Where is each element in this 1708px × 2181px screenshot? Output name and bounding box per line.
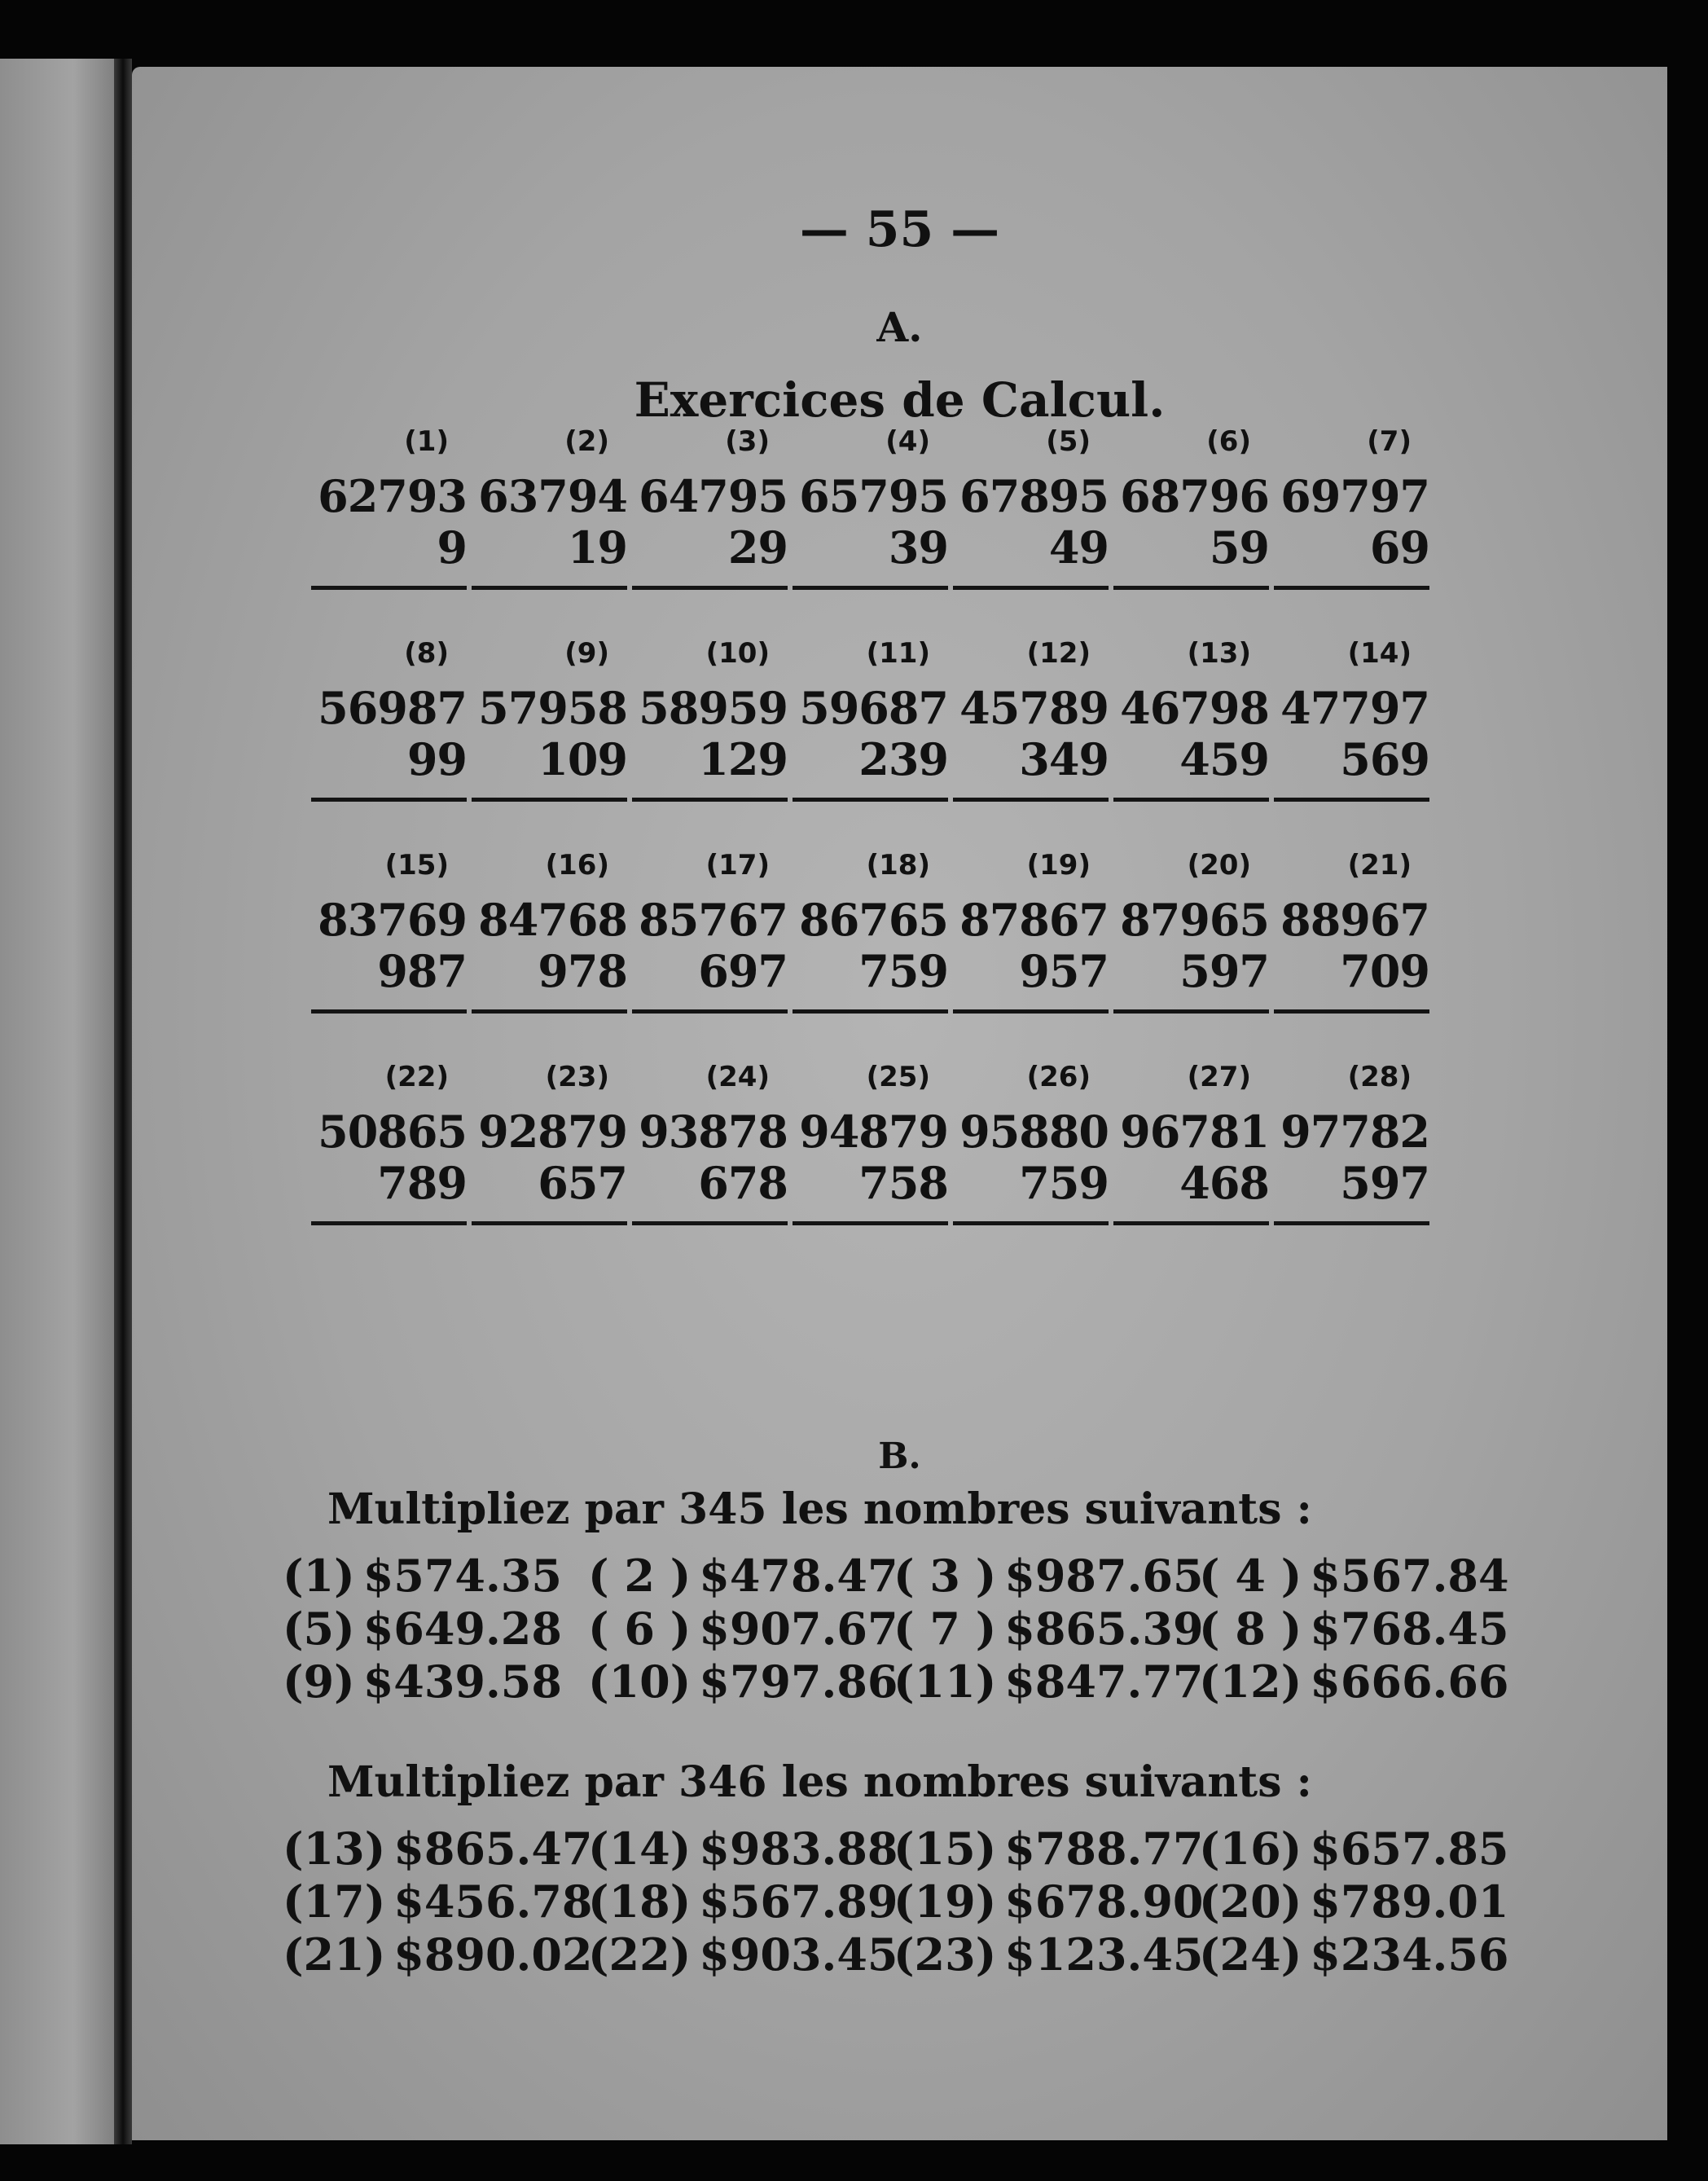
exercise-cell bbox=[788, 1061, 948, 1273]
exercise-bottom-number: 239 bbox=[858, 733, 948, 785]
amount-label: (21) bbox=[283, 1928, 386, 1981]
amount-label: (13) bbox=[283, 1823, 386, 1875]
amount-item bbox=[588, 1928, 898, 1981]
exercise-bottom-number: 759 bbox=[858, 945, 948, 997]
amount-label: (16) bbox=[1199, 1823, 1302, 1875]
exercise-bottom-number: 99 bbox=[406, 733, 467, 785]
amount-label: ( 7 ) bbox=[894, 1603, 997, 1655]
exercise-top-number: 84768 bbox=[478, 894, 627, 946]
sum-rule bbox=[953, 798, 1109, 802]
exercise-cell bbox=[307, 1061, 467, 1273]
amount-label: (10) bbox=[588, 1656, 692, 1708]
exercise-cell bbox=[307, 637, 467, 849]
exercise-number: (6) bbox=[1206, 425, 1251, 458]
amount-item bbox=[588, 1875, 898, 1928]
amount-value: $649.28 bbox=[362, 1603, 562, 1655]
exercise-number: (9) bbox=[564, 637, 609, 670]
amount-item bbox=[1199, 1823, 1509, 1875]
amount-item bbox=[588, 1550, 898, 1602]
amount-value: $890.02 bbox=[393, 1928, 593, 1981]
amount-label: (1) bbox=[283, 1550, 355, 1602]
sum-rule bbox=[793, 586, 948, 590]
amount-value: $567.89 bbox=[699, 1875, 898, 1928]
amount-label: (9) bbox=[283, 1656, 355, 1708]
exercise-bottom-number: 789 bbox=[377, 1157, 467, 1209]
amount-item bbox=[283, 1928, 593, 1981]
exercise-cell bbox=[788, 637, 948, 849]
amount-value: $567.84 bbox=[1310, 1550, 1509, 1602]
exercise-top-number: 65795 bbox=[799, 470, 948, 522]
amount-value: $865.39 bbox=[1004, 1603, 1204, 1655]
exercise-number: (12) bbox=[1026, 637, 1091, 670]
exercise-number: (3) bbox=[725, 425, 770, 458]
exercise-number: (7) bbox=[1367, 425, 1412, 458]
exercise-bottom-number: 709 bbox=[1340, 945, 1429, 997]
exercise-grid bbox=[307, 425, 1521, 1273]
exercise-top-number: 58959 bbox=[639, 682, 788, 734]
book-spine bbox=[114, 59, 132, 2144]
exercise-top-number: 96781 bbox=[1120, 1106, 1269, 1158]
amount-value: $768.45 bbox=[1310, 1603, 1509, 1655]
sum-rule bbox=[793, 798, 948, 802]
exercise-top-number: 56987 bbox=[318, 682, 467, 734]
exercise-top-number: 57958 bbox=[478, 682, 627, 734]
exercise-top-number: 86765 bbox=[799, 894, 948, 946]
exercise-bottom-number: 597 bbox=[1340, 1157, 1429, 1209]
exercise-cell bbox=[788, 425, 948, 637]
exercise-top-number: 62793 bbox=[318, 470, 467, 522]
sum-rule bbox=[632, 1221, 788, 1225]
amount-item bbox=[894, 1928, 1204, 1981]
exercise-number: (4) bbox=[885, 425, 930, 458]
exercise-top-number: 94879 bbox=[799, 1106, 948, 1158]
sum-rule bbox=[311, 1221, 467, 1225]
exercise-bottom-number: 59 bbox=[1209, 521, 1269, 574]
amount-value: $983.88 bbox=[699, 1823, 898, 1875]
amount-item bbox=[1199, 1875, 1509, 1928]
amount-item bbox=[283, 1823, 593, 1875]
sum-rule bbox=[311, 798, 467, 802]
exercise-number: (18) bbox=[866, 849, 930, 882]
amount-item bbox=[1199, 1928, 1509, 1981]
amount-item bbox=[894, 1550, 1204, 1602]
sum-rule bbox=[632, 798, 788, 802]
amount-label: (14) bbox=[588, 1823, 692, 1875]
exercise-row bbox=[307, 425, 1521, 637]
exercise-number: (24) bbox=[705, 1061, 770, 1093]
sum-rule bbox=[1274, 1009, 1429, 1014]
amount-line bbox=[283, 1928, 1509, 1981]
exercise-top-number: 93878 bbox=[639, 1106, 788, 1158]
amount-value: $789.01 bbox=[1310, 1875, 1509, 1928]
amount-label: ( 8 ) bbox=[1199, 1603, 1302, 1655]
exercise-row bbox=[307, 637, 1521, 849]
exercise-row bbox=[307, 849, 1521, 1061]
amount-value: $907.67 bbox=[699, 1603, 898, 1655]
exercise-bottom-number: 597 bbox=[1179, 945, 1269, 997]
exercise-number: (23) bbox=[545, 1061, 609, 1093]
exercise-bottom-number: 987 bbox=[377, 945, 467, 997]
exercise-bottom-number: 978 bbox=[538, 945, 627, 997]
amount-label: (17) bbox=[283, 1875, 386, 1928]
exercise-bottom-number: 69 bbox=[1369, 521, 1429, 574]
exercise-top-number: 85767 bbox=[639, 894, 788, 946]
amount-item bbox=[1199, 1656, 1509, 1708]
exercise-bottom-number: 957 bbox=[1019, 945, 1109, 997]
amount-value: $456.78 bbox=[393, 1875, 593, 1928]
amount-line bbox=[283, 1823, 1509, 1875]
exercise-bottom-number: 468 bbox=[1179, 1157, 1269, 1209]
instruction-text: Multipliez par 346 les nombres suivants : bbox=[327, 1757, 1312, 1807]
exercise-bottom-number: 49 bbox=[1048, 521, 1109, 574]
amount-value: $439.58 bbox=[362, 1656, 562, 1708]
amount-value: $987.65 bbox=[1004, 1550, 1204, 1602]
amount-item bbox=[283, 1656, 588, 1708]
exercise-bottom-number: 697 bbox=[698, 945, 788, 997]
exercise-top-number: 47797 bbox=[1280, 682, 1429, 734]
exercise-number: (15) bbox=[384, 849, 449, 882]
exercise-number: (22) bbox=[384, 1061, 449, 1093]
sum-rule bbox=[472, 586, 627, 590]
amount-item bbox=[588, 1603, 898, 1655]
amount-value: $123.45 bbox=[1004, 1928, 1204, 1981]
amount-value: $657.85 bbox=[1310, 1823, 1509, 1875]
exercise-bottom-number: 759 bbox=[1019, 1157, 1109, 1209]
exercise-number: (8) bbox=[404, 637, 449, 670]
exercise-cell bbox=[1270, 425, 1429, 637]
sum-rule bbox=[953, 1009, 1109, 1014]
amount-label: (11) bbox=[894, 1656, 997, 1708]
amount-label: (5) bbox=[283, 1603, 355, 1655]
amount-line bbox=[283, 1550, 1509, 1602]
exercise-number: (25) bbox=[866, 1061, 930, 1093]
exercise-number: (1) bbox=[404, 425, 449, 458]
sum-rule bbox=[1113, 1009, 1269, 1014]
exercise-cell bbox=[628, 637, 788, 849]
exercise-top-number: 64795 bbox=[639, 470, 788, 522]
exercise-cell bbox=[949, 425, 1109, 637]
exercise-number: (11) bbox=[866, 637, 930, 670]
sum-rule bbox=[793, 1009, 948, 1014]
amount-item bbox=[894, 1823, 1204, 1875]
amount-value: $666.66 bbox=[1310, 1656, 1509, 1708]
book-page bbox=[132, 67, 1667, 2140]
page-number: — 55 — bbox=[799, 201, 1000, 258]
exercise-cell bbox=[628, 849, 788, 1061]
exercise-row bbox=[307, 1061, 1521, 1273]
exercise-number: (16) bbox=[545, 849, 609, 882]
exercise-number: (13) bbox=[1187, 637, 1251, 670]
exercise-top-number: 45789 bbox=[959, 682, 1109, 734]
exercise-top-number: 97782 bbox=[1280, 1106, 1429, 1158]
amount-value: $234.56 bbox=[1310, 1928, 1509, 1981]
sum-rule bbox=[472, 798, 627, 802]
exercise-top-number: 92879 bbox=[478, 1106, 627, 1158]
sum-rule bbox=[1113, 798, 1269, 802]
exercise-cell bbox=[468, 425, 627, 637]
exercise-bottom-number: 678 bbox=[698, 1157, 788, 1209]
exercise-number: (19) bbox=[1026, 849, 1091, 882]
exercise-cell bbox=[1109, 1061, 1269, 1273]
exercise-number: (28) bbox=[1347, 1061, 1412, 1093]
amount-label: ( 2 ) bbox=[588, 1550, 692, 1602]
exercise-bottom-number: 657 bbox=[538, 1157, 627, 1209]
exercise-number: (17) bbox=[705, 849, 770, 882]
amount-label: (24) bbox=[1199, 1928, 1302, 1981]
amount-value: $478.47 bbox=[699, 1550, 898, 1602]
exercise-top-number: 67895 bbox=[959, 470, 1109, 522]
exercise-cell bbox=[628, 1061, 788, 1273]
sum-rule bbox=[472, 1221, 627, 1225]
amount-value: $788.77 bbox=[1004, 1823, 1204, 1875]
exercise-cell bbox=[949, 637, 1109, 849]
section-b-heading: B. bbox=[878, 1436, 921, 1477]
amount-value: $797.86 bbox=[699, 1656, 898, 1708]
sum-rule bbox=[953, 586, 1109, 590]
exercise-bottom-number: 459 bbox=[1179, 733, 1269, 785]
amount-label: (18) bbox=[588, 1875, 692, 1928]
amount-item bbox=[283, 1550, 588, 1602]
exercise-cell bbox=[468, 637, 627, 849]
amount-label: (12) bbox=[1199, 1656, 1302, 1708]
exercise-number: (26) bbox=[1026, 1061, 1091, 1093]
sum-rule bbox=[793, 1221, 948, 1225]
amount-line bbox=[283, 1875, 1509, 1928]
exercise-top-number: 63794 bbox=[478, 470, 627, 522]
exercise-cell bbox=[788, 849, 948, 1061]
exercise-bottom-number: 29 bbox=[727, 521, 788, 574]
exercise-cell bbox=[1270, 637, 1429, 849]
exercise-cell bbox=[949, 849, 1109, 1061]
exercise-top-number: 88967 bbox=[1280, 894, 1429, 946]
exercise-top-number: 46798 bbox=[1120, 682, 1269, 734]
exercise-bottom-number: 39 bbox=[888, 521, 948, 574]
sum-rule bbox=[632, 1009, 788, 1014]
amount-label: (23) bbox=[894, 1928, 997, 1981]
amount-label: ( 4 ) bbox=[1199, 1550, 1302, 1602]
exercise-cell bbox=[307, 425, 467, 637]
sum-rule bbox=[1274, 1221, 1429, 1225]
exercise-title: Exercices de Calcul. bbox=[634, 372, 1166, 428]
facing-page-edge bbox=[0, 59, 127, 2144]
sum-rule bbox=[311, 1009, 467, 1014]
amount-label: (15) bbox=[894, 1823, 997, 1875]
exercise-bottom-number: 349 bbox=[1019, 733, 1109, 785]
sum-rule bbox=[1113, 1221, 1269, 1225]
amount-item bbox=[588, 1656, 898, 1708]
sum-rule bbox=[311, 586, 467, 590]
sum-rule bbox=[1274, 798, 1429, 802]
amount-item bbox=[894, 1656, 1204, 1708]
exercise-top-number: 59687 bbox=[799, 682, 948, 734]
amount-label: (19) bbox=[894, 1875, 997, 1928]
instruction-text: Multipliez par 345 les nombres suivants : bbox=[327, 1484, 1312, 1534]
exercise-top-number: 87867 bbox=[959, 894, 1109, 946]
exercise-number: (27) bbox=[1187, 1061, 1251, 1093]
exercise-cell bbox=[1109, 637, 1269, 849]
exercise-top-number: 83769 bbox=[318, 894, 467, 946]
amount-value: $865.47 bbox=[393, 1823, 593, 1875]
amount-item bbox=[1199, 1603, 1509, 1655]
exercise-bottom-number: 9 bbox=[437, 521, 467, 574]
exercise-bottom-number: 19 bbox=[567, 521, 627, 574]
sum-rule bbox=[1113, 586, 1269, 590]
exercise-top-number: 87965 bbox=[1120, 894, 1269, 946]
amount-value: $574.35 bbox=[362, 1550, 562, 1602]
exercise-number: (5) bbox=[1046, 425, 1091, 458]
exercise-number: (20) bbox=[1187, 849, 1251, 882]
exercise-bottom-number: 129 bbox=[698, 733, 788, 785]
amount-item bbox=[894, 1875, 1204, 1928]
amount-value: $678.90 bbox=[1004, 1875, 1204, 1928]
exercise-cell bbox=[949, 1061, 1109, 1273]
amount-label: (20) bbox=[1199, 1875, 1302, 1928]
exercise-cell bbox=[1109, 849, 1269, 1061]
amount-label: ( 3 ) bbox=[894, 1550, 997, 1602]
exercise-bottom-number: 758 bbox=[858, 1157, 948, 1209]
exercise-cell bbox=[628, 425, 788, 637]
amount-line bbox=[283, 1603, 1509, 1655]
amount-label: ( 6 ) bbox=[588, 1603, 692, 1655]
amount-item bbox=[894, 1603, 1204, 1655]
sum-rule bbox=[1274, 586, 1429, 590]
section-a-heading: A. bbox=[876, 303, 923, 351]
exercise-number: (21) bbox=[1347, 849, 1412, 882]
exercise-number: (10) bbox=[705, 637, 770, 670]
sum-rule bbox=[472, 1009, 627, 1014]
exercise-top-number: 95880 bbox=[959, 1106, 1109, 1158]
exercise-bottom-number: 109 bbox=[538, 733, 627, 785]
exercise-cell bbox=[1109, 425, 1269, 637]
exercise-cell bbox=[1270, 849, 1429, 1061]
amount-value: $903.45 bbox=[699, 1928, 898, 1981]
exercise-bottom-number: 569 bbox=[1340, 733, 1429, 785]
amount-value: $847.77 bbox=[1004, 1656, 1204, 1708]
sum-rule bbox=[953, 1221, 1109, 1225]
amount-item bbox=[283, 1875, 593, 1928]
amount-item bbox=[588, 1823, 898, 1875]
amount-item bbox=[1199, 1550, 1509, 1602]
exercise-cell bbox=[468, 1061, 627, 1273]
amount-line bbox=[283, 1656, 1509, 1708]
amount-item bbox=[283, 1603, 588, 1655]
exercise-top-number: 50865 bbox=[318, 1106, 467, 1158]
exercise-number: (2) bbox=[564, 425, 609, 458]
exercise-number: (14) bbox=[1347, 637, 1412, 670]
exercise-cell bbox=[307, 849, 467, 1061]
exercise-top-number: 68796 bbox=[1120, 470, 1269, 522]
exercise-cell bbox=[1270, 1061, 1429, 1273]
exercise-cell bbox=[468, 849, 627, 1061]
sum-rule bbox=[632, 586, 788, 590]
amount-label: (22) bbox=[588, 1928, 692, 1981]
exercise-top-number: 69797 bbox=[1280, 470, 1429, 522]
